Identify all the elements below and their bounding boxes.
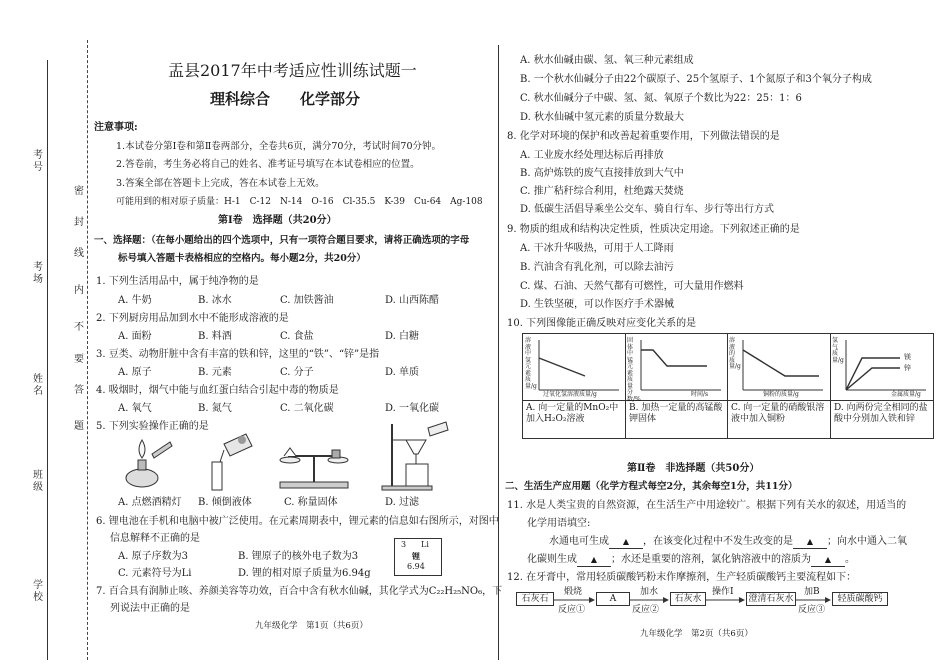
chart-c-ylabel: 溶液的质量/g [729, 337, 741, 370]
q8-option-b: B. 高炉炼铁的废气直接排放到大气中 [520, 168, 684, 179]
question-5: 5. 下列实验操作正确的是 [96, 421, 209, 432]
q2-option-d: D. 白糖 [385, 331, 420, 342]
q6-option-a: A. 原子序数为3 [118, 551, 188, 562]
li-symbol: Li [421, 540, 429, 549]
q3-option-c: C. 分子 [280, 367, 314, 378]
seal-char: 题 [74, 421, 84, 432]
flow-step-operation-1: 操作Ⅰ [712, 587, 734, 597]
q4-option-c: C. 二氧化碳 [280, 403, 334, 414]
q4-option-a: A. 氧气 [118, 403, 152, 414]
chart-c-series-line [743, 350, 819, 376]
chart-a-series-line [539, 358, 585, 376]
q4-option-d: D. 一氧化碳 [385, 403, 440, 414]
question-10: 10. 下列图像能正确反映对应变化关系的是 [507, 318, 697, 329]
q6-option-c: C. 元素符号为Li [118, 568, 192, 579]
question-9: 9. 物质的组成和结构决定性质，性质决定用途。下列叙述正确的是 [507, 224, 800, 235]
notice-2: 2.答卷前，考生务必将自己的姓名、准考证号填写在本试卷相应的位置。 [116, 159, 420, 170]
flow-node-lime-water: 石灰水 [670, 592, 706, 606]
margin-label-exam-no: 考 号 [33, 150, 43, 173]
notice-3: 3.答案全部在答题卡上完成，答在本试卷上无效。 [116, 178, 325, 189]
pouring-liquid-illustration [198, 430, 260, 492]
q5-option-a: A. 点燃酒精灯 [118, 497, 182, 508]
margin-label-name: 姓 名 [33, 374, 43, 397]
question-12: 12. 在牙膏中，常用轻质碳酸钙粉末作摩擦剂，生产轻质碳酸钙主要流程如下： [507, 572, 857, 583]
q8-option-a: A. 工业废水经处理达标后再排放 [520, 150, 664, 161]
chart-c-xlabel: 铜粉的质量/g [763, 391, 799, 398]
chart-a-xlabel: 过氧化氢溶液质量/g [543, 391, 597, 398]
li-name: 锂 [412, 551, 420, 561]
question-3: 3. 豆类、动物肝脏中含有丰富的铁和锌，这里的“铁”、“锌”是指 [96, 349, 380, 360]
chart-a-ylabel: 溶液中氢元素质量/g [525, 337, 537, 390]
atomic-mass-note: 可能用到的相对原子质量：H-1 C-12 N-14 O-16 Cl-35.5 K-39 Cu-64 Ag-108 [116, 197, 483, 207]
q8-option-c: C. 推广秸秆综合利用，杜绝露天焚烧 [520, 186, 684, 197]
margin-border-line [47, 60, 48, 660]
li-atomic-number: 3 [401, 540, 407, 549]
seal-dashed-line [87, 40, 88, 660]
question-11-a: 11. 水是人类宝贵的自然资源，在生活生产中用途较广。根据下列有关水的叙述，用适当的 [507, 500, 907, 511]
section1-instructions-a: 一、选择题：（在每小题给出的四个选项中，只有一项符合题目要求，请将正确选项的字母 [94, 235, 470, 246]
answer-blank-4[interactable]: ▲ [811, 553, 845, 567]
q2-option-b: B. 料酒 [198, 331, 232, 342]
chart-a-caption: A. 向一定量的MnO₂中加入H₂O₂溶液 [526, 403, 619, 424]
q9-option-b: B. 汽油含有乳化剂，可以除去油污 [520, 262, 674, 273]
question-11-b: 化学用语填空: [527, 518, 591, 529]
q1-option-b: B. 冰水 [198, 295, 232, 306]
question-6-b: 信息解释不正确的是 [110, 533, 200, 544]
q10-chart-table [522, 333, 934, 439]
answer-blank-2[interactable]: ▲ [793, 535, 827, 549]
q4-option-b: B. 氮气 [198, 403, 232, 414]
q7-option-d: D. 秋水仙碱中氢元素的质量分数最大 [520, 112, 685, 123]
question-1: 1. 下列生活用品中，属于纯净物的是 [96, 276, 259, 287]
part2-title: 第Ⅱ卷 非选择题（共50分） [627, 463, 760, 474]
exam-subtitle: 理科综合 化学部分 [210, 90, 361, 108]
alcohol-lamp-illustration [112, 434, 174, 492]
seal-char: 密 [74, 186, 84, 197]
q9-option-c: C. 煤、石油、天然气都有可燃性，可大量用作燃料 [520, 281, 744, 292]
q3-option-a: A. 原子 [118, 367, 152, 378]
flow-step-reaction-3: 反应③ [798, 605, 826, 615]
chart-b-ylabel: 固体中锰元素质量分数/% [627, 337, 641, 403]
page1-footer: 九年级化学 第1页（共6页） [255, 621, 368, 631]
q2-option-a: A. 面粉 [118, 331, 152, 342]
question-6-a: 6. 锂电池在手机和电脑中被广泛使用。在元素周期表中，锂元素的信息如右图所示，对图中 [96, 516, 499, 527]
q3-option-b: B. 元素 [198, 367, 232, 378]
chart-d-xlabel: 金属质量/g [891, 391, 921, 398]
margin-label-school: 学 校 [33, 580, 43, 603]
notice-1: 1.本试卷分第Ⅰ卷和第Ⅱ卷两部分，全卷共6页，满分70分，考试时间70分钟。 [116, 141, 441, 152]
q6-option-d: D. 锂的相对原子质量为6.94g [238, 568, 371, 579]
q2-option-c: C. 食盐 [280, 331, 314, 342]
flow-step-add-water: 加水 [640, 587, 659, 597]
chart-d-series-zn [846, 368, 900, 390]
exam-title: 盂县2017年中考适应性训练试题一 [168, 61, 417, 80]
question-8: 8. 化学对环境的保护和改善起着重要作用，下列做法错误的是 [507, 131, 780, 142]
margin-label-exam-room: 考 场 [33, 262, 43, 285]
q5-option-d: D. 过滤 [385, 497, 420, 508]
flow-step-add-b: 加B [804, 587, 820, 597]
q7-option-b: B. 一个秋水仙碱分子由22个碳原子、25个氢原子、1个氮原子和3个氧分子构成 [520, 74, 872, 85]
chart-d-ylabel: 氢气质量/g [832, 337, 844, 364]
part1-title: 第Ⅰ卷 选择题（共20分） [218, 215, 337, 226]
section1-instructions-b: 标号填入答题卡表格相应的空格内。每小题2分，共20分） [118, 253, 366, 264]
q1-option-d: D. 山西陈醋 [385, 295, 440, 306]
margin-label-class: 班 级 [33, 470, 43, 493]
chart-b-caption: B. 加热一定量的高锰酸钾固体 [629, 403, 723, 424]
q7-option-a: A. 秋水仙碱由碳、氢、氧三种元素组成 [520, 55, 694, 66]
q5-option-c: C. 称量固体 [284, 497, 338, 508]
seal-char: 不 [74, 322, 84, 333]
flow-step-reaction-1: 反应① [558, 605, 586, 615]
seal-char: 内 [74, 285, 84, 296]
seal-char: 封 [74, 217, 84, 228]
chart-d-series-mg [846, 358, 900, 390]
question-7-b: 列说法中正确的是 [110, 603, 190, 614]
chart-c-plot [729, 336, 828, 398]
q9-option-a: A. 干冰升华吸热，可用于人工降雨 [520, 243, 674, 254]
chart-d-plot [832, 336, 931, 398]
q3-option-d: D. 单质 [385, 367, 420, 378]
q12-flow-chart [516, 586, 936, 616]
flow-node-light-caco3: 轻质碳酸钙 [832, 592, 888, 606]
section2-heading: 二、生活生产应用题（化学方程式每空2分，其余每空1分，共11分） [505, 481, 798, 492]
q1-option-c: C. 加铁酱油 [280, 295, 334, 306]
q7-option-c: C. 秋水仙碱分子中碳、氢、氮、氧原子个数比为22：25：1：6 [520, 93, 802, 104]
seal-char: 要 [74, 354, 84, 365]
flow-step-calcine: 煅烧 [564, 587, 583, 597]
q8-option-d: D. 低碳生活倡导乘坐公交车、骑自行车、步行等出行方式 [520, 204, 775, 215]
answer-blank-3[interactable]: ▲ [577, 553, 611, 567]
chart-c-caption: C. 向一定量的硝酸银溶液中加入铜粉 [731, 403, 825, 424]
flow-node-clear-lime-water: 澄清石灰水 [746, 592, 796, 606]
chart-b-plot [627, 336, 725, 398]
page2-footer: 九年级化学 第2页（共6页） [640, 629, 753, 639]
seal-char: 答 [74, 385, 84, 396]
chart-a-plot [525, 336, 623, 398]
li-atomic-mass: 6.94 [407, 562, 425, 571]
chart-b-series-line [641, 350, 707, 366]
flow-node-a: A [596, 592, 630, 606]
notice-heading: 注意事项: [94, 122, 138, 133]
q9-option-d: D. 生铁坚硬，可以作医疗手术器械 [520, 299, 675, 310]
flow-step-reaction-2: 反应② [632, 605, 660, 615]
question-11-line2: 化碳则生成 ▲ ；水还是重要的溶剂，氯化钠溶液中的溶质为 ▲ 。 [527, 554, 855, 565]
balance-illustration [274, 430, 354, 492]
answer-blank-1[interactable]: ▲ [609, 535, 643, 549]
question-7-a: 7. 百合具有润肺止咳、养颜美容等功效，百合中含有秋水仙碱，其化学式为C₂₂H₂₅NO₆，下 [96, 586, 503, 597]
chart-d-legend-mg: 镁 [904, 353, 911, 361]
filtration-illustration [376, 420, 456, 492]
q6-option-b: B. 锂原子的核外电子数为3 [238, 551, 359, 562]
question-11-line1: 水通电可生成 ▲ ，在该变化过程中不发生改变的是 ▲ ；向水中通入二氧 [549, 536, 907, 547]
chart-b-xlabel: 时间/s [691, 391, 709, 398]
q1-option-a: A. 牛奶 [118, 295, 152, 306]
q5-option-b: B. 倾倒液体 [198, 497, 252, 508]
lithium-element-cell [394, 538, 442, 576]
chart-d-caption: D. 向两份完全相同的盐酸中分别加入铁和锌 [834, 403, 928, 424]
question-4: 4. 吸烟时，烟气中能与血红蛋白结合引起中毒的物质是 [96, 385, 339, 396]
page-divider [498, 45, 499, 660]
flow-node-limestone: 石灰石 [516, 592, 554, 606]
seal-char: 线 [74, 248, 84, 259]
chart-d-legend-zn: 锌 [904, 364, 911, 372]
question-2: 2. 下列厨房用品加到水中不能形成溶液的是 [96, 313, 289, 324]
